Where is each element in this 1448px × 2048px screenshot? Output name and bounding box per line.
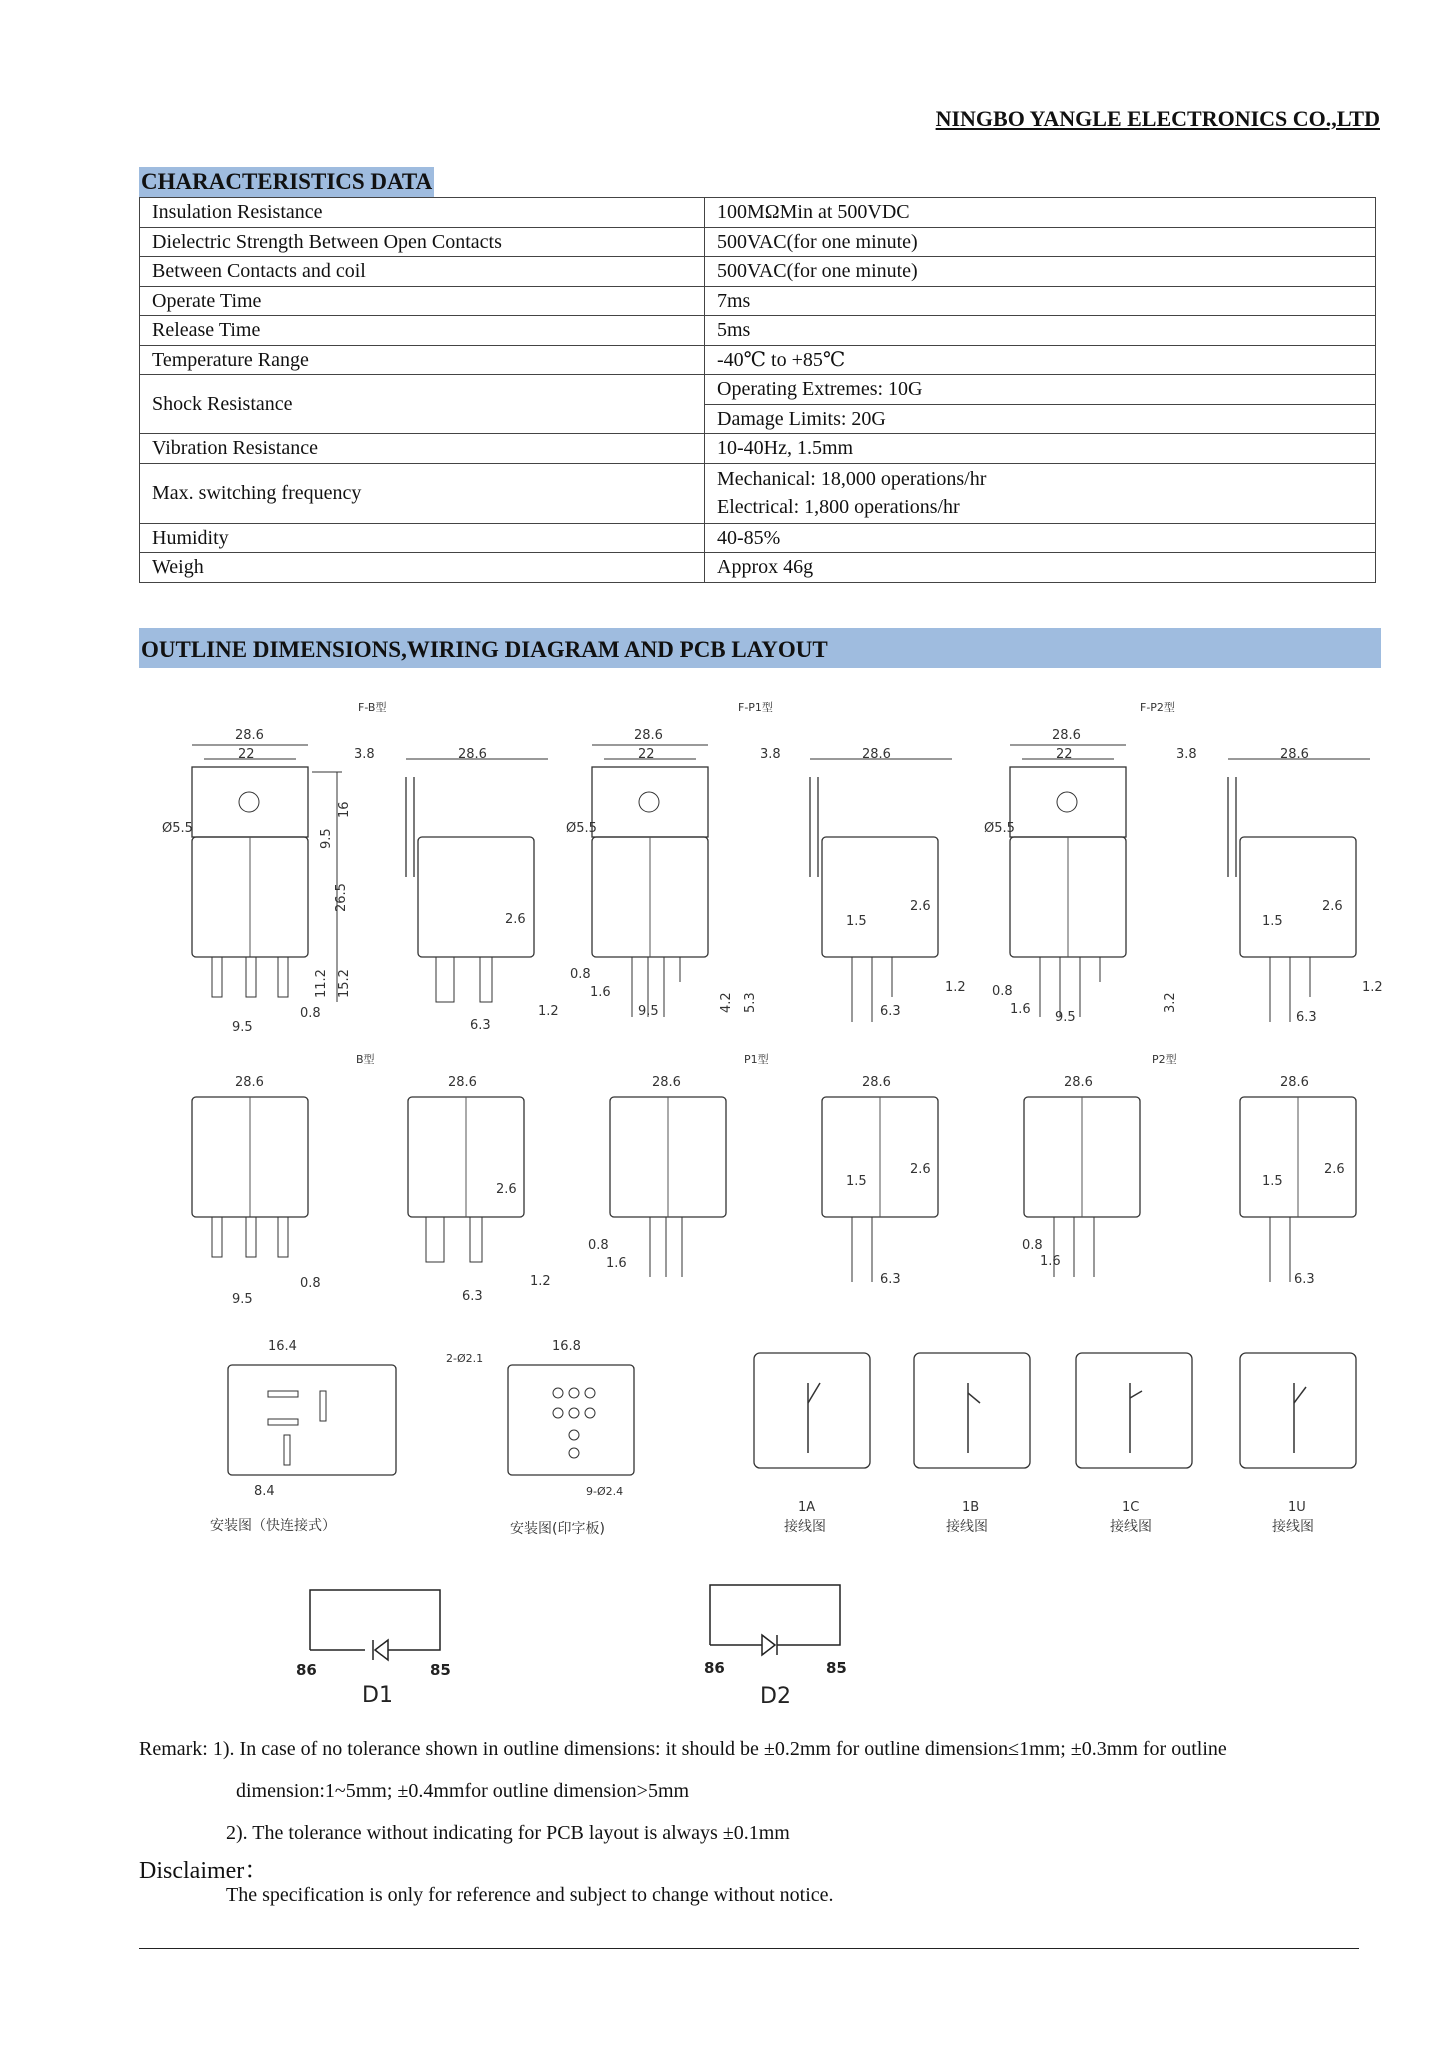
dim-63-7: 6.3 (880, 1272, 901, 1287)
spec-value: -40℃ to +85℃ (705, 345, 1376, 375)
dim-w-9: 28.6 (1280, 1075, 1309, 1090)
pcb-caption-left: 安装图（快连接式） (210, 1518, 336, 1534)
spec-value: 500VAC(for one minute) (705, 227, 1376, 257)
dim-63-2: 6.3 (880, 1004, 901, 1019)
pcb-quick-connect (228, 1365, 396, 1475)
dim-w-4: 28.6 (235, 1075, 264, 1090)
drawing-p1-front (610, 1097, 726, 1277)
type-label-fb: F-B型 (358, 701, 387, 714)
outline-title: OUTLINE DIMENSIONS,WIRING DIAGRAM AND PCB LAYOUT (139, 628, 1381, 668)
wiring-1u (1240, 1353, 1356, 1468)
dim-112-1: 11.2 (314, 969, 329, 998)
spec-value-line: Mechanical: 18,000 operations/hr (717, 468, 987, 490)
outline-drawings (0, 685, 1448, 1545)
spec-label: Temperature Range (140, 345, 705, 375)
spec-label: Humidity (140, 523, 705, 553)
disclaimer-text: The specification is only for reference and subject to change without notice. (226, 1884, 834, 1906)
spec-label: Between Contacts and coil (140, 257, 705, 287)
wiring-code-1c: 1C (1122, 1500, 1140, 1515)
type-label-p2: P2型 (1152, 1053, 1177, 1066)
table-row (140, 553, 1376, 583)
table-row (140, 286, 1376, 316)
drawing-fp1-side (810, 759, 952, 1022)
dim-42-2: 4.2 (719, 992, 734, 1013)
dim-53-2: 5.3 (743, 992, 758, 1013)
dim-95-1: 9.5 (319, 828, 334, 849)
pcb-164: 16.4 (268, 1339, 297, 1354)
drawing-fb-side (406, 759, 548, 1002)
dim-26-1: 2.6 (505, 912, 526, 927)
d2-left-pin: 86 (704, 1659, 725, 1677)
spec-label: Dielectric Strength Between Open Contacts (140, 227, 705, 257)
spec-value: 7ms (705, 286, 1376, 316)
type-label-fp1: F-P1型 (738, 701, 773, 714)
table-row (140, 523, 1376, 553)
drawing-fp1-front (592, 745, 708, 1017)
spec-value: Damage Limits: 20G (705, 404, 1376, 434)
pcb-printed-board (508, 1365, 634, 1475)
dim-26-5: 2.6 (496, 1182, 517, 1197)
dim-63-3: 6.3 (1296, 1010, 1317, 1025)
drawing-p1-side (822, 1097, 938, 1282)
dim-16-6: 1.6 (606, 1256, 627, 1271)
wiring-code-1a: 1A (798, 1500, 816, 1515)
dim-95b-1: 9.5 (232, 1020, 253, 1035)
dim-26-7: 2.6 (910, 1162, 931, 1177)
dim-63-9: 6.3 (1294, 1272, 1315, 1287)
dim-15-2: 1.5 (846, 914, 867, 929)
wiring-caption-1c: 接线图 (1110, 1519, 1152, 1535)
dim-32-3: 3.2 (1163, 992, 1178, 1013)
pcb-84-a: 8.4 (254, 1484, 275, 1499)
pcb-168: 16.8 (552, 1339, 581, 1354)
dim-265-1: 26.5 (334, 883, 349, 912)
table-row (140, 345, 1376, 375)
diode-d1 (290, 1580, 510, 1710)
table-row (140, 463, 1376, 523)
remark-line-3: 2). The tolerance without indicating for PCB layout is always ±0.1mm (226, 1822, 790, 1844)
dim-08-3: 0.8 (992, 984, 1013, 999)
dim-08-2: 0.8 (570, 967, 591, 982)
spec-value-line: Electrical: 1,800 operations/hr (717, 496, 960, 518)
remark-line-1: Remark: 1). In case of no tolerance shown in outline dimensions: it should be ±0.2mm for outline dimension≤1mm; ±0.3mm for outline (139, 1738, 1227, 1760)
d2-name: D2 (760, 1684, 791, 1705)
table-row (140, 434, 1376, 464)
wiring-1b (914, 1353, 1030, 1468)
spec-label: Max. switching frequency (140, 463, 705, 523)
dim-95-3: 9.5 (1055, 1010, 1076, 1025)
dim-26-9: 2.6 (1324, 1162, 1345, 1177)
dim-w-7: 28.6 (862, 1075, 891, 1090)
dim-38-2: 3.8 (760, 747, 781, 762)
wiring-code-1b: 1B (962, 1500, 980, 1515)
dim-15-9: 1.5 (1262, 1174, 1283, 1189)
dim-26-3: 2.6 (1322, 899, 1343, 914)
dim-inner-1: 22 (238, 747, 255, 762)
dim-w-5: 28.6 (448, 1075, 477, 1090)
dim-15-3: 1.5 (1262, 914, 1283, 929)
type-label-p1: P1型 (744, 1053, 769, 1066)
table-row (140, 316, 1376, 346)
drawing-fb-front (192, 745, 342, 1002)
pcb-caption-right: 安装图(印字板) (510, 1521, 605, 1537)
dim-inner-3: 22 (1056, 747, 1073, 762)
dim-15-7: 1.5 (846, 1174, 867, 1189)
d1-left-pin: 86 (296, 1661, 317, 1679)
wiring-caption-1u: 接线图 (1272, 1519, 1314, 1535)
dim-08-8: 0.8 (1022, 1238, 1043, 1253)
dim-16-1: 16 (337, 801, 352, 818)
table-row (140, 198, 1376, 228)
characteristics-title: CHARACTERISTICS DATA (139, 167, 434, 197)
characteristics-table (139, 197, 1376, 583)
table-row (140, 375, 1376, 405)
spec-label: Operate Time (140, 286, 705, 316)
dim-286b-1: 28.6 (458, 747, 487, 762)
disclaimer-title: Disclaimer： (139, 1858, 269, 1884)
dim-12-3: 1.2 (1362, 980, 1383, 995)
dim-hole-1: Ø5.5 (162, 821, 193, 836)
wiring-1c (1076, 1353, 1192, 1468)
dim-95-4: 9.5 (232, 1292, 253, 1307)
pcb-holes-b: 9-Ø2.4 (586, 1485, 624, 1498)
spec-value (705, 463, 1376, 523)
dim-w-1: 28.6 (235, 728, 264, 743)
dim-63-1: 6.3 (470, 1018, 491, 1033)
dim-16-8: 1.6 (1040, 1254, 1061, 1269)
drawing-b-front (192, 1097, 308, 1257)
footer-rule (139, 1948, 1359, 1949)
dim-12-5: 1.2 (530, 1274, 551, 1289)
dim-95-2: 9.5 (638, 1004, 659, 1019)
dim-08-6: 0.8 (588, 1238, 609, 1253)
spec-label: Vibration Resistance (140, 434, 705, 464)
dim-286b-3: 28.6 (1280, 747, 1309, 762)
spec-value: Operating Extremes: 10G (705, 375, 1376, 405)
spec-label: Release Time (140, 316, 705, 346)
dim-hole-3: Ø5.5 (984, 821, 1015, 836)
spec-value: 40-85% (705, 523, 1376, 553)
dim-38-3: 3.8 (1176, 747, 1197, 762)
dim-12-2: 1.2 (945, 980, 966, 995)
spec-label: Weigh (140, 553, 705, 583)
dim-inner-2: 22 (638, 747, 655, 762)
wiring-code-1u: 1U (1288, 1500, 1306, 1515)
wiring-caption-1a: 接线图 (784, 1519, 826, 1535)
dim-152-1: 15.2 (337, 969, 352, 998)
dim-16-2: 1.6 (590, 985, 611, 1000)
dim-12-1: 1.2 (538, 1004, 559, 1019)
drawing-fp2-front (1010, 745, 1126, 1017)
wiring-caption-1b: 接线图 (946, 1519, 988, 1535)
company-name: NINGBO YANGLE ELECTRONICS CO.,LTD (935, 106, 1380, 131)
remark-line-2: dimension:1~5mm; ±0.4mmfor outline dimension>5mm (236, 1780, 690, 1802)
drawing-b-side (408, 1097, 524, 1262)
dim-08-4: 0.8 (300, 1276, 321, 1291)
wiring-1a (754, 1353, 870, 1468)
dim-w-2: 28.6 (634, 728, 663, 743)
spec-label: Shock Resistance (140, 375, 705, 434)
diode-d2 (690, 1575, 910, 1705)
spec-value: 10-40Hz, 1.5mm (705, 434, 1376, 464)
dim-16-3: 1.6 (1010, 1002, 1031, 1017)
spec-value: 500VAC(for one minute) (705, 257, 1376, 287)
dim-w-6: 28.6 (652, 1075, 681, 1090)
spec-value: 5ms (705, 316, 1376, 346)
table-row (140, 227, 1376, 257)
dim-286b-2: 28.6 (862, 747, 891, 762)
spec-value: 100MΩMin at 500VDC (705, 198, 1376, 228)
dim-w-3: 28.6 (1052, 728, 1081, 743)
drawing-p2-side (1240, 1097, 1356, 1282)
dim-63-5: 6.3 (462, 1289, 483, 1304)
table-row (140, 257, 1376, 287)
d1-right-pin: 85 (430, 1661, 451, 1679)
type-label-b: B型 (356, 1053, 375, 1066)
type-label-fp2: F-P2型 (1140, 701, 1175, 714)
pcb-holes-a: 2-Ø2.1 (446, 1352, 484, 1365)
spec-value: Approx 46g (705, 553, 1376, 583)
dim-w-8: 28.6 (1064, 1075, 1093, 1090)
dim-38-1: 3.8 (354, 747, 375, 762)
dim-08-1: 0.8 (300, 1006, 321, 1021)
dim-hole-2: Ø5.5 (566, 821, 597, 836)
d1-name: D1 (362, 1683, 393, 1708)
dim-26-2: 2.6 (910, 899, 931, 914)
d2-right-pin: 85 (826, 1659, 847, 1677)
spec-label: Insulation Resistance (140, 198, 705, 228)
drawing-fp2-side (1228, 759, 1370, 1022)
